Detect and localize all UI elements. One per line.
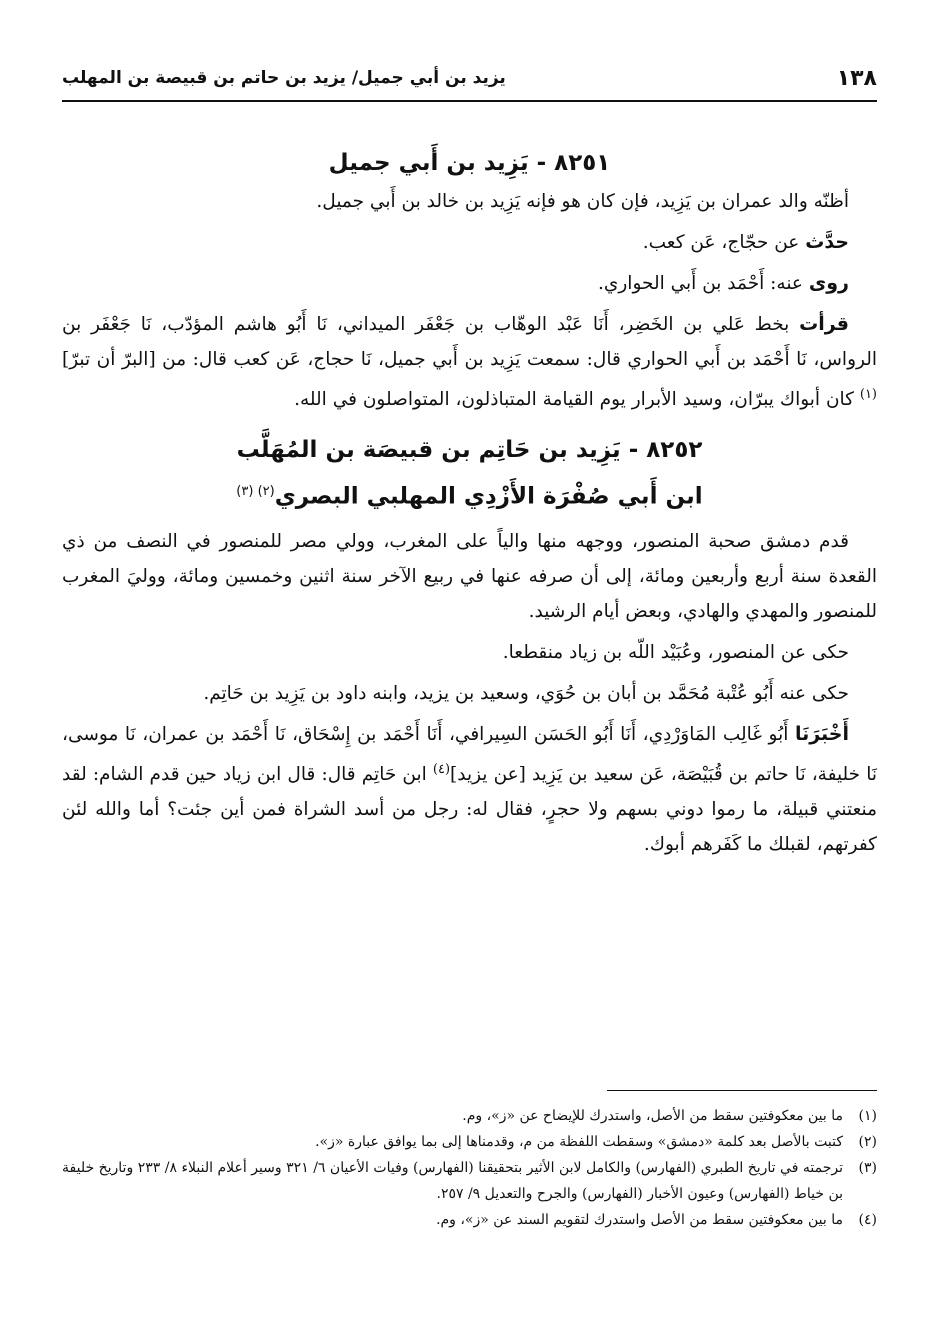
footnote-1 [62,1103,877,1129]
page-number: ١٣٨ [836,66,877,91]
footnote-number: (١) [858,1108,877,1124]
footnote-4 [62,1207,877,1233]
footnote-2 [62,1129,877,1155]
page-header [62,60,877,102]
entry-8251-narrated-text: عن حجّاج، عَن كعب. [642,232,806,253]
footnote-text: كتبت بالأصل بعد كلمة «دمشق» وسقطت اللفظة من م، وقدمناها إلى بما يوافق عبارة «ز». [315,1134,843,1150]
keyword-qaraat: قرأت [799,313,849,335]
book-page [62,60,877,1290]
footnotes [62,1090,877,1233]
footnote-text: ما بين معكوفتين سقط من الأصل، واستدرك للإيضاح عن «ز»، وم. [462,1108,843,1124]
entry-8251-transmitters [62,266,877,301]
footnote-ref-1: (١) [859,387,877,402]
footnote-divider [607,1090,877,1091]
entry-title-8252: ٨٢٥٢ - يَزِيد بن حَاتِم بن قبيصَة بن المُهَلَّب [236,437,703,464]
entry-8251-isnad-text-a: بخط عَلي بن الخَضِر، أَنَا عَبْد الوهّاب بن جَعْفَر الميداني، نَا أَبُو هاشم المؤدّب، نَا جَعْفَر بن الرواس، نَا أَحْمَد بن أَبي الحواري قال: سمعت يَزِيد بن أَبي جميل، نَا حجاج، عَن كعب قال: من [البرّ أن تبرّ] [62,314,877,370]
footnote-3 [62,1155,877,1207]
entry-8251-narrated [62,225,877,260]
footnote-text: ما بين معكوفتين سقط من الأصل واستدرك لتقويم السند عن «ز»، وم. [436,1212,843,1228]
keyword-rawa: روى [808,272,849,294]
entry-8251-isnad-text-b: كان أبواك يبرّان، وسيد الأبرار يوم القيامة المتباذلون، المتواصلون في الله. [294,389,860,411]
entry-8252-isnad-text-b: ابن حَاتِم قال: قال ابن زياد حين قدم الشام: لقد منعتني قبيلة، ما رموا دوني بسهم ولا حجرٍ، فقال له: رجل من أسد الشراة فمن أين جئت؟ أما والله لئن كفرتهم، لقبلك ما كَفَرهم أبوك. [62,763,877,855]
entry-subtitle-8252-text: ابن أَبي صُفْرَة الأَزْدِي المهلبي البصري [274,483,703,510]
entry-8252-isnad [62,717,877,862]
footnote-ref-2-3: (٢) (٣) [236,484,275,500]
entry-8252-isnad-text-a: أَبُو غَالِب المَاوَرْدِي، أَنَا أَبُو الحَسَن السِيرافي، أَنَا أَحْمَد بن إِسْحَاق، نَا أَحْمَد بن عمران، نَا موسى، نَا خليفة، نَا حاتم بن قُبَيْصَة، عَن سعيد بن يَزِيد [عن يزيد] [62,723,877,785]
entry-8251-transmitters-text: عنه: أَحْمَد بن أَبي الحواري. [598,273,809,294]
running-title: يزيد بن أبي جميل/ يزيد بن حاتم بن قبيصة بن المهلب [62,68,506,88]
footnote-ref-4: (٤) [432,761,451,777]
keyword-akhbarana: أَخْبَرَنَا [794,722,849,745]
entry-subtitle-8252 [62,471,877,518]
entry-title-8251: ٨٢٥١ - يَزِيد بن أَبي جميل [328,150,611,176]
footnote-number: (٣) [858,1160,877,1176]
entry-8252-reported-from: حكى عن المنصور، وعُبَيْد اللّه بن زياد منقطعا. [502,641,849,663]
footnote-number: (٢) [858,1134,877,1150]
keyword-haddath: حدَّث [805,231,849,253]
footnote-text: ترجمته في تاريخ الطبري (الفهارس) والكامل لابن الأثير بتحقيقنا (الفهارس) وفيات الأعيان ٦/ ٣٢١ وسير أعلام النبلاء ٨/ ٢٣٣ وتاريخ خليفة بن خياط (الفهارس) وعيون الأخبار (الفهارس) والجرح والتعديل ٩/ ٢٥٧. [62,1160,843,1202]
entry-8252-biography: قدم دمشق صحبة المنصور، ووجهه منها والياً على المغرب، وولي مصر للمنصور في النصف من ذي القعدة سنة أربع وأربعين ومائة، إلى أن صرفه عنها في ربيع الآخر سنة اثنين وخمسين ومائة، ووليَ المغرب للمنصور والمهدي والهادي، وبعض أيام الرشيد. [62,530,877,622]
entry-8252-reported-by: حكى عنه أَبُو عُتْبة مُحَمَّد بن أبان بن حُوَي، وسعيد بن يزيد، وابنه داود بن يَزِيد بن حَاتِم. [203,682,849,704]
entry-8251-identification: أظنّه والد عمران بن يَزِيد، فإن كان هو فإنه يَزِيد بن خالد بن أَبي جميل. [316,191,849,212]
footnote-number: (٤) [858,1212,877,1228]
entry-8251-isnad [62,307,877,417]
